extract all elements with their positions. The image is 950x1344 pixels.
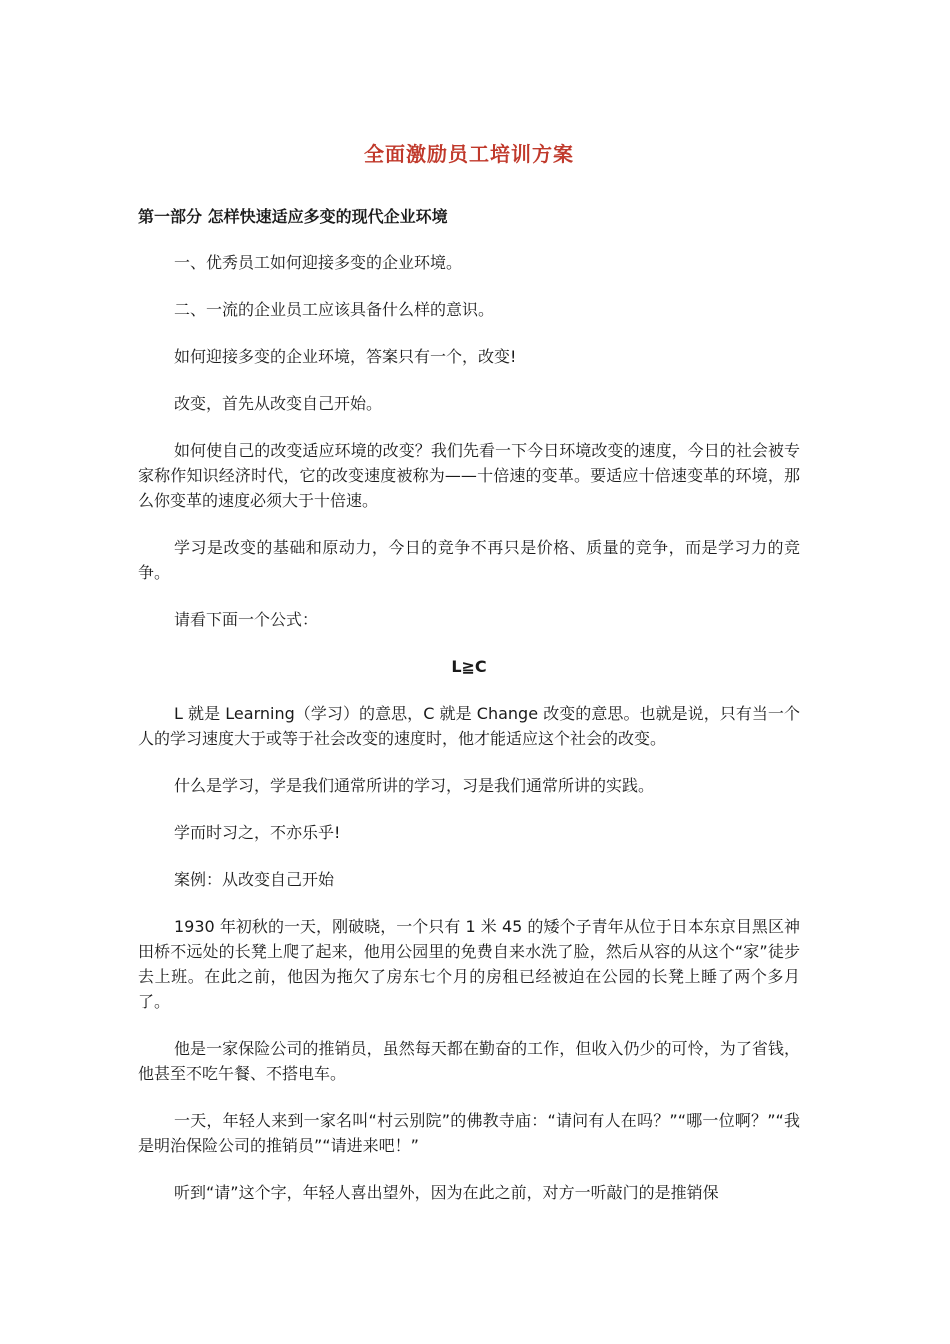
paragraph: 1930 年初秋的一天，刚破晓，一个只有 1 米 45 的矮个子青年从位于日本东京目黑区神田桥不远处的长凳上爬了起来，他用公园里的免费自来水洗了脸，然后从容的从这个“家”徒步去上班。在此之前，他因为拖欠了房东七个月的房租已经被迫在公园的长凳上睡了两个多月了。 <box>138 917 800 1011</box>
paragraph: 什么是学习，学是我们通常所讲的学习，习是我们通常所讲的实践。 <box>174 776 655 795</box>
paragraph: 学而时习之，不亦乐乎! <box>174 823 341 842</box>
paragraph: 他是一家保险公司的推销员，虽然每天都在勤奋的工作，但收入仍少的可怜，为了省钱，他甚至不吃午餐、不搭电车。 <box>138 1039 800 1083</box>
paragraph: 如何使自己的改变适应环境的改变？我们先看一下今日环境改变的速度，今日的社会被专家称作知识经济时代，它的改变速度被称为——十倍速的变革。要适应十倍速变革的环境，那么你变革的速度必须大于十倍速。 <box>138 441 800 510</box>
paragraph: 学习是改变的基础和原动力，今日的竞争不再只是价格、质量的竞争，而是学习力的竞争。 <box>138 538 800 582</box>
paragraph: 案例：从改变自己开始 <box>174 870 335 889</box>
paragraph: L 就是 Learning（学习）的意思，C 就是 Change 改变的意思。也就是说，只有当一个人的学习速度大于或等于社会改变的速度时，他才能适应这个社会的改变。 <box>138 704 800 748</box>
document-body <box>138 250 800 1227</box>
formula: L≧C <box>451 657 487 676</box>
paragraph: 二、一流的企业员工应该具备什么样的意识。 <box>174 300 495 319</box>
document-title: 全面激励员工培训方案 <box>364 142 574 166</box>
paragraph: 请看下面一个公式： <box>174 610 319 629</box>
paragraph: 一、优秀员工如何迎接多变的企业环境。 <box>174 253 463 272</box>
paragraph: 一天，年轻人来到一家名叫“村云别院”的佛教寺庙：“请问有人在吗？”“哪一位啊？”“我是明治保险公司的推销员”“请进来吧！” <box>138 1111 800 1155</box>
paragraph: 如何迎接多变的企业环境，答案只有一个，改变! <box>174 347 517 366</box>
paragraph: 听到“请”这个字，年轻人喜出望外，因为在此之前，对方一听敲门的是推销保 <box>174 1183 719 1202</box>
paragraph: 改变，首先从改变自己开始。 <box>174 394 383 413</box>
section-heading: 第一部分 怎样快速适应多变的现代企业环境 <box>138 207 448 226</box>
